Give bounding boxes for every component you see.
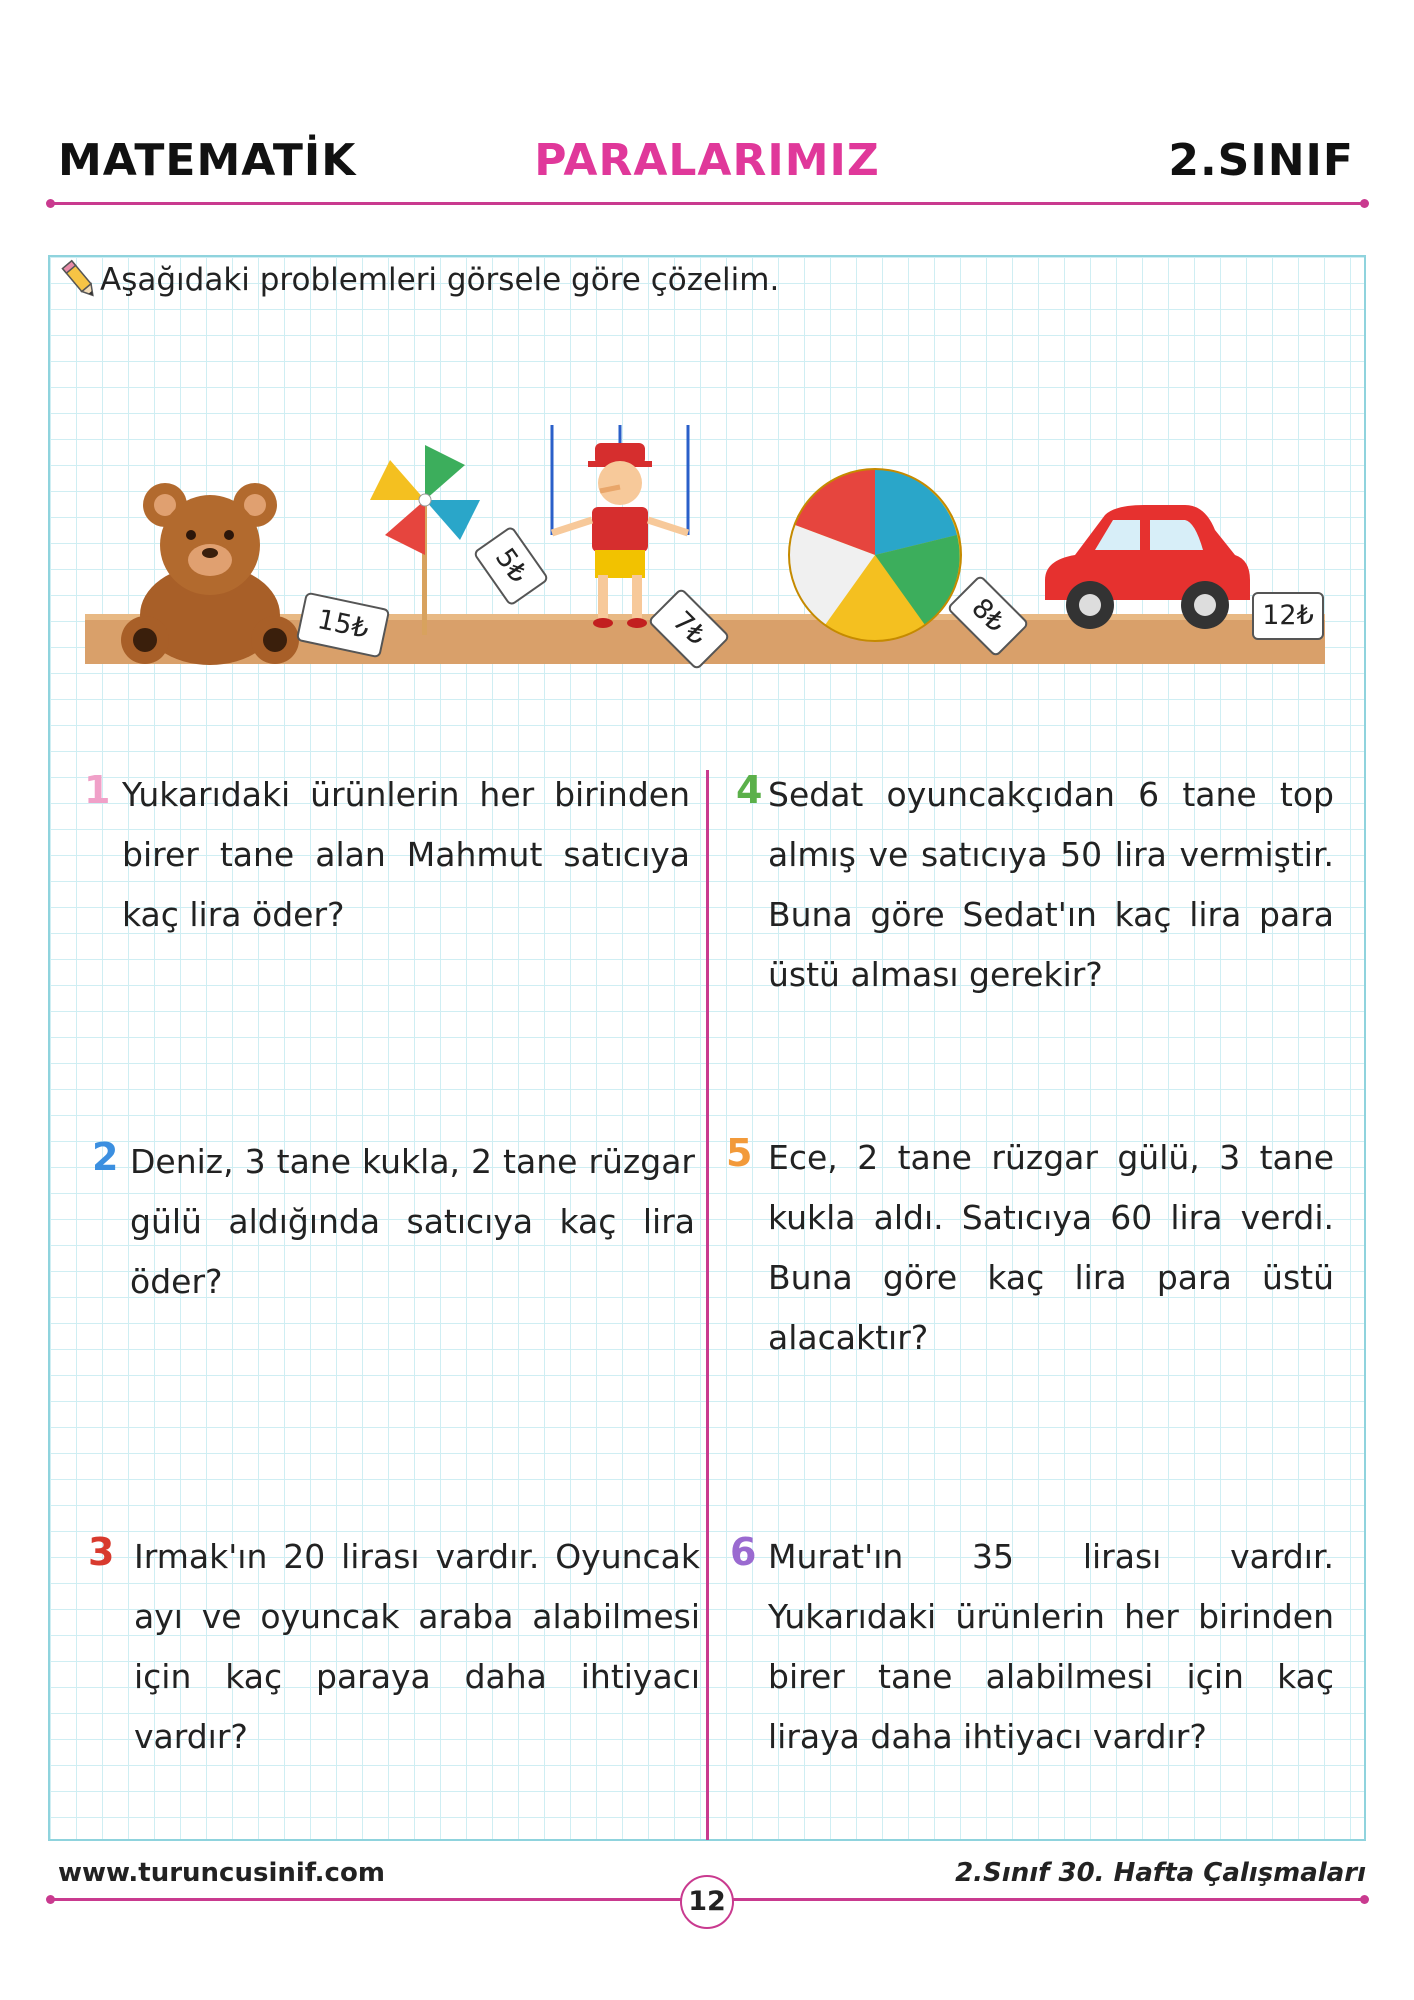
toy-car	[1035, 500, 1255, 635]
price-tag-pinwheel: 5₺	[472, 525, 549, 607]
price-tag-ball: 8₺	[946, 574, 1029, 657]
problem-number: 1	[84, 768, 111, 812]
problem-text-3: Irmak'ın 20 lirası vardır. Oyuncak ayı ve oyuncak araba alabilmesi için kaç paraya daha ihtiyacı vardır?	[134, 1537, 700, 1756]
teddy-bear-toy	[115, 465, 315, 665]
problem-text-1: Yukarıdaki ürünlerin her birinden birer tane alan Mahmut satıcıya kaç lira öder?	[122, 775, 690, 934]
header-divider	[52, 202, 1362, 205]
week-label: 2.Sınıf 30. Hafta Çalışmaları	[955, 1858, 1366, 1888]
problem-text-5: Ece, 2 tane rüzgar gülü, 3 tane kukla aldı. Satıcıya 60 lira verdi. Buna göre kaç lira para üstü alacaktır?	[768, 1138, 1334, 1357]
problem-text-4: Sedat oyuncakçıdan 6 tane top almış ve satıcıya 50 lira vermiştir. Buna göre Sedat'ın kaç lira para üstü alması gerekir?	[768, 775, 1334, 994]
pencil-icon	[60, 258, 100, 302]
footer-dot-left	[46, 1895, 55, 1904]
problem-number: 3	[88, 1530, 115, 1574]
subject-label: MATEMATİK	[58, 135, 357, 186]
instruction-text: Aşağıdaki problemleri görsele göre çözelim.	[100, 262, 780, 298]
price-tag-car: 12₺	[1252, 592, 1324, 640]
problem-number: 4	[736, 768, 763, 812]
divider-dot-right	[1360, 199, 1369, 208]
price-tag-puppet: 7₺	[647, 587, 730, 670]
website-link[interactable]: www.turuncusinif.com	[58, 1858, 385, 1888]
page-number: 12	[680, 1875, 734, 1929]
problem-number: 5	[726, 1131, 753, 1175]
page-title: PARALARIMIZ	[534, 135, 880, 186]
problem-text-6: Murat'ın 35 lirası vardır. Yukarıdaki ürünlerin her birinden birer tane alabilmesi için kaç liraya daha ihtiyacı vardır?	[768, 1537, 1334, 1756]
column-divider	[706, 770, 709, 1840]
price-tag-teddy-bear: 15₺	[296, 592, 391, 659]
grade-label: 2.SINIF	[1168, 135, 1354, 186]
problem-number: 2	[92, 1135, 119, 1179]
problem-number: 6	[730, 1530, 757, 1574]
divider-dot-left	[46, 199, 55, 208]
beach-ball-toy	[785, 465, 965, 645]
problem-text-2: Deniz, 3 tane kukla, 2 tane rüzgar gülü aldığında satıcıya kaç lira öder?	[130, 1142, 695, 1301]
footer-dot-right	[1360, 1895, 1369, 1904]
